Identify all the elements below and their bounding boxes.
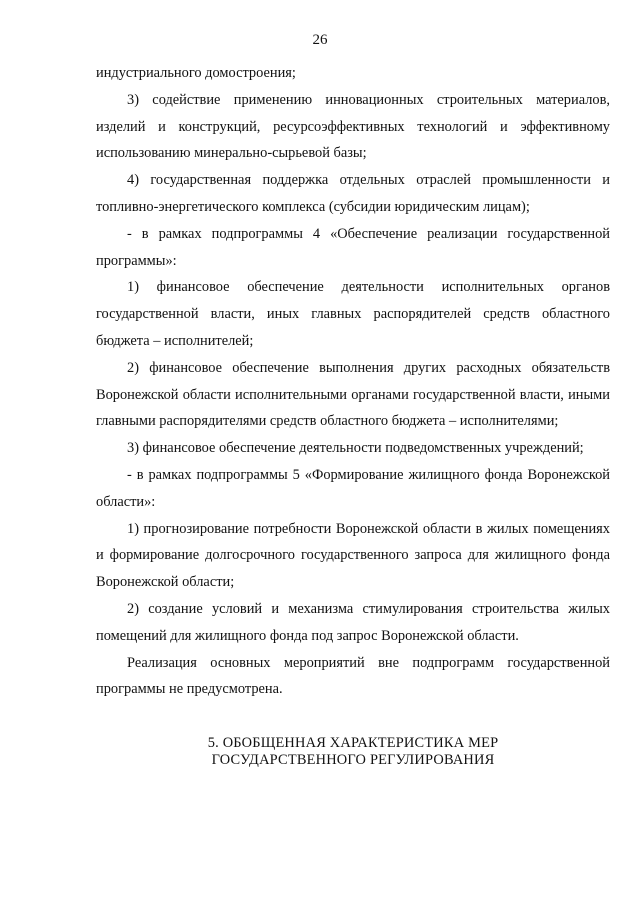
- paragraph-subprogram-4-item-1: 1) финансовое обеспечение деятельности исполнительных органов государственной власти, иных главных распорядителей средств областного бюджета – исполнителей;: [96, 279, 610, 349]
- paragraph-subprogram-5: - в рамках подпрограммы 5 «Формирование жилищного фонда Воронежской области»:: [96, 466, 610, 510]
- paragraph-implementation-note: Реализация основных мероприятий вне подпрограмм государственной программы не предусмотрена.: [96, 654, 610, 698]
- paragraph-continuation: индустриального домостроения;: [96, 65, 296, 81]
- paragraph-subprogram-4-item-2: 2) финансовое обеспечение выполнения других расходных обязательств Воронежской области исполнительными органами государственной власти, иными главными распорядителями средств областного бюджета – исполнителями;: [96, 359, 610, 430]
- paragraph-item-4-state-support: 4) государственная поддержка отдельных отраслей промышленности и топливно-энергетического комплекса (субсидии юридическим лицам);: [96, 172, 610, 215]
- paragraph-item-3-innovation: 3) содействие применению инновационных строительных материалов, изделий и конструкций, ресурсоэффективных технологий и эффективному использованию минерально-сырьевой базы;: [96, 91, 610, 162]
- page-number: 26: [312, 32, 328, 48]
- paragraph-subprogram-5-item-1: 1) прогнозирование потребности Воронежской области в жилых помещениях и формирование долгосрочного государственного запроса для жилищного фонда Воронежской области;: [96, 520, 610, 591]
- section-heading: [96, 735, 610, 769]
- body-text: [96, 60, 610, 703]
- paragraph-subprogram-4-item-3: 3) финансовое обеспечение деятельности подведомственных учреждений;: [127, 440, 584, 457]
- section-heading-line-2: ГОСУДАРСТВЕННОГО РЕГУЛИРОВАНИЯ: [211, 752, 495, 768]
- paragraph-subprogram-5-item-2: 2) создание условий и механизма стимулирования строительства жилых помещений для жилищного фонда под запрос Воронежской области.: [96, 600, 610, 644]
- section-heading-line-1: 5. ОБОБЩЕННАЯ ХАРАКТЕРИСТИКА МЕР: [207, 735, 499, 751]
- paragraph-subprogram-4: - в рамках подпрограммы 4 «Обеспечение реализации государственной программы»:: [96, 225, 610, 269]
